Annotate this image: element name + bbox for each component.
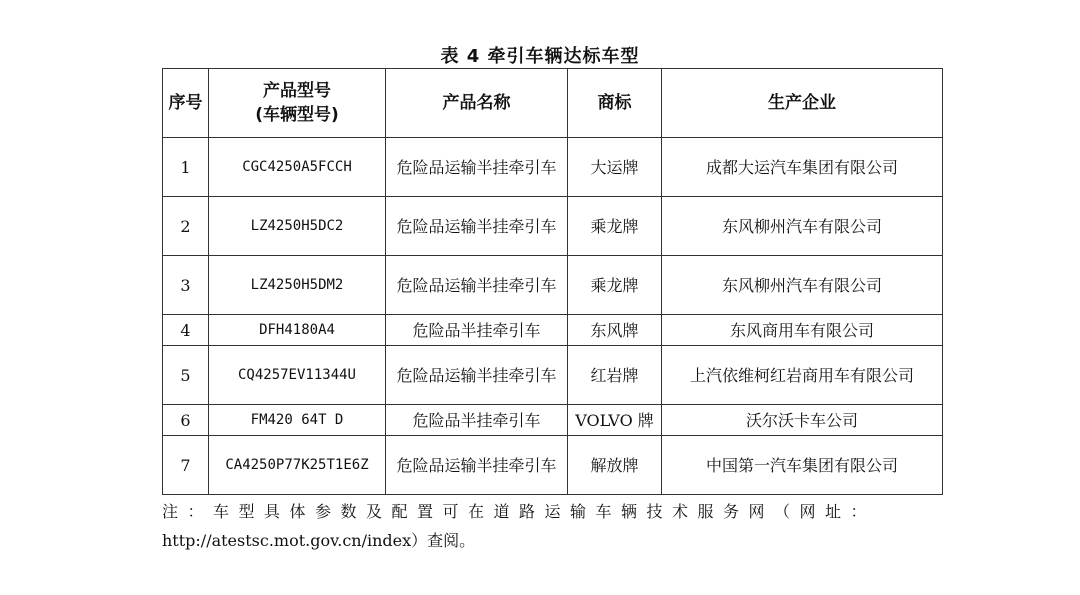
- table-row: [163, 256, 943, 315]
- cell-name: 危险品半挂牵引车: [386, 315, 568, 346]
- header-brand: 商标: [568, 69, 662, 138]
- cell-maker: 沃尔沃卡车公司: [662, 405, 943, 436]
- cell-name: 危险品半挂牵引车: [386, 405, 568, 436]
- cell-index: 1: [163, 138, 209, 197]
- header-model-line1: 产品型号: [263, 81, 331, 101]
- cell-brand: 乘龙牌: [568, 256, 662, 315]
- table-row: [163, 436, 943, 495]
- cell-brand: 东风牌: [568, 315, 662, 346]
- header-model-line2: (车辆型号): [255, 105, 339, 125]
- cell-name: 危险品运输半挂牵引车: [386, 256, 568, 315]
- cell-model: CGC4250A5FCCH: [209, 138, 386, 197]
- table-row: [163, 197, 943, 256]
- header-index: 序号: [163, 69, 209, 138]
- cell-model: CA4250P77K25T1E6Z: [209, 436, 386, 495]
- cell-model: FM420 64T D: [209, 405, 386, 436]
- cell-maker: 上汽依维柯红岩商用车有限公司: [662, 346, 943, 405]
- table-row: [163, 315, 943, 346]
- cell-maker: 东风商用车有限公司: [662, 315, 943, 346]
- cell-maker: 中国第一汽车集团有限公司: [662, 436, 943, 495]
- cell-maker: 东风柳州汽车有限公司: [662, 256, 943, 315]
- footnote: [162, 497, 942, 555]
- header-name: 产品名称: [386, 69, 568, 138]
- cell-index: 5: [163, 346, 209, 405]
- cell-name: 危险品运输半挂牵引车: [386, 138, 568, 197]
- table-title: 表 4 牵引车辆达标车型: [440, 46, 640, 67]
- cell-index: 2: [163, 197, 209, 256]
- cell-index: 3: [163, 256, 209, 315]
- footnote-line2: http://atestsc.mot.gov.cn/index）查阅。: [162, 531, 476, 550]
- table-row: [163, 346, 943, 405]
- cell-maker: 东风柳州汽车有限公司: [662, 197, 943, 256]
- cell-brand: 乘龙牌: [568, 197, 662, 256]
- header-maker: 生产企业: [662, 69, 943, 138]
- cell-brand: VOLVO 牌: [568, 405, 662, 436]
- cell-model: LZ4250H5DC2: [209, 197, 386, 256]
- cell-index: 6: [163, 405, 209, 436]
- cell-model: CQ4257EV11344U: [209, 346, 386, 405]
- cell-brand: 大运牌: [568, 138, 662, 197]
- table-header-row: [163, 69, 943, 138]
- cell-index: 7: [163, 436, 209, 495]
- cell-maker: 成都大运汽车集团有限公司: [662, 138, 943, 197]
- cell-model: DFH4180A4: [209, 315, 386, 346]
- table-row: [163, 138, 943, 197]
- cell-name: 危险品运输半挂牵引车: [386, 197, 568, 256]
- footnote-line1: 注：车型具体参数及配置可在道路运输车辆技术服务网（网址：: [162, 502, 877, 521]
- cell-brand: 红岩牌: [568, 346, 662, 405]
- cell-index: 4: [163, 315, 209, 346]
- cell-brand: 解放牌: [568, 436, 662, 495]
- cell-model: LZ4250H5DM2: [209, 256, 386, 315]
- vehicle-table: [162, 68, 943, 495]
- cell-name: 危险品运输半挂牵引车: [386, 346, 568, 405]
- table-row: [163, 405, 943, 436]
- cell-name: 危险品运输半挂牵引车: [386, 436, 568, 495]
- header-model: [209, 69, 386, 138]
